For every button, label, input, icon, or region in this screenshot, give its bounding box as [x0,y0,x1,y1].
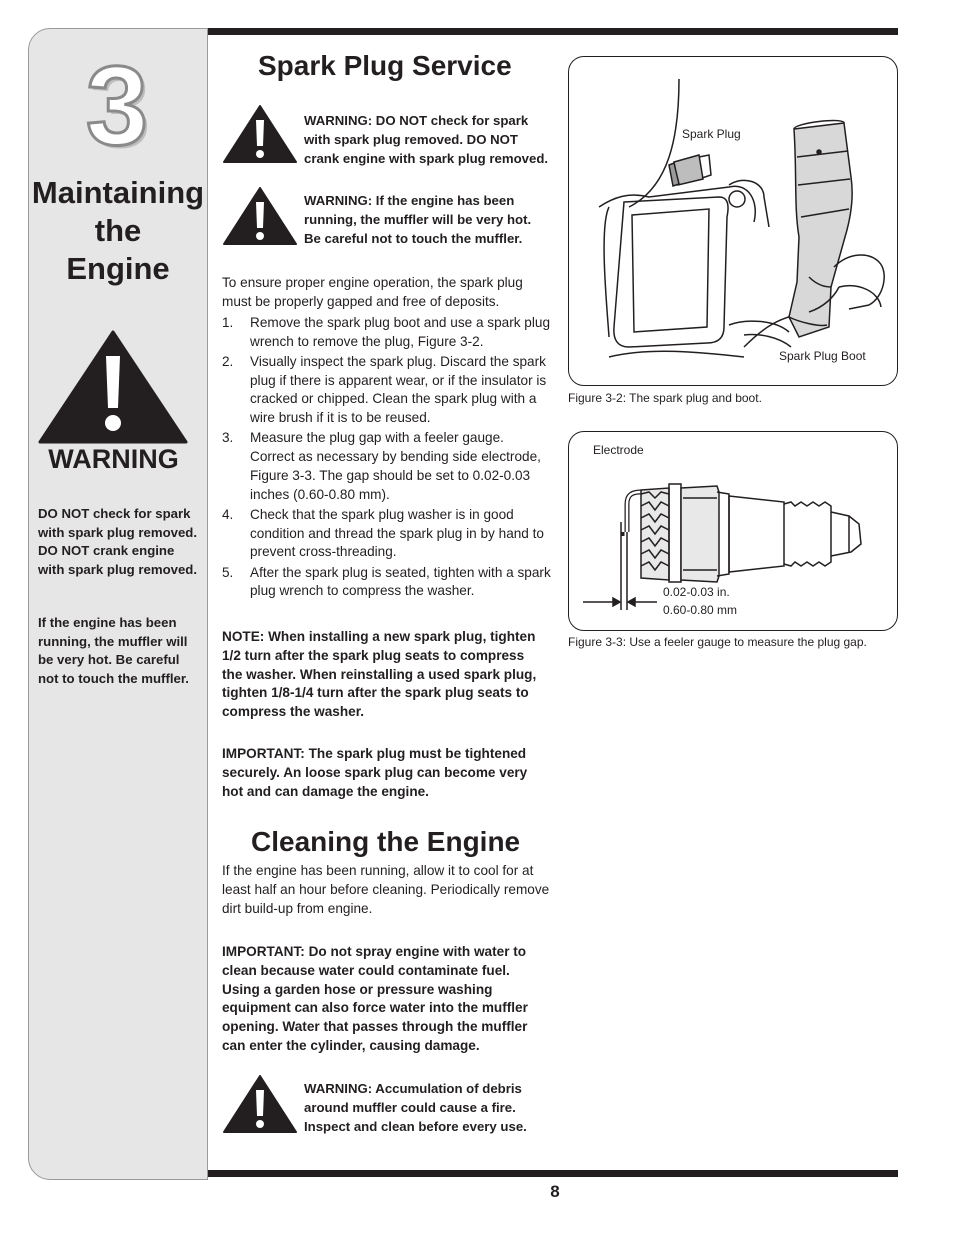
label-spark-plug-boot: Spark Plug Boot [779,349,866,363]
spark-plug-intro: To ensure proper engine operation, the spark plug must be properly gapped and free of deposits. [222,275,523,309]
bottom-rule [208,1170,898,1177]
step-text: Measure the plug gap with a feeler gauge. Correct as necessary by bending side electrode, Figure 3-3. The gap should be set to 0.02-0.03 inches (0.60-0.80 mm). [250,430,541,502]
sidebar-warning-label: WARNING [48,444,179,474]
warning-triangle-icon [38,330,188,444]
gap-millimeters: 0.60-0.80 mm [663,603,738,617]
sidebar-warning-note-1: DO NOT check for spark with spark plug removed. DO NOT crank engine with spark plug removed. [38,506,198,577]
step-number: 1. [222,315,234,330]
figure-plug-gap [568,431,898,631]
list-item [222,564,552,602]
step-text: After the spark plug is seated, tighten with a spark plug wrench to compress the washer. [250,564,551,599]
step-number: 3. [222,430,234,446]
chapter-title-line-2: the [94,213,142,248]
warning-triangle-icon [222,186,298,246]
top-rule [208,28,898,35]
note-tightening: NOTE: When installing a new spark plug, tighten 1/2 turn after the spark plug seats to compress the washer. When reinstalling a used spark plug, tighten 1/8-1/4 turn after the spark plug seats to compress the washer. [222,629,537,720]
section-heading-spark-plug: Spark Plug Service [258,50,512,81]
chapter-title-line-1: Maintaining [31,175,205,210]
warning-triangle-icon [222,104,298,164]
step-text: Remove the spark plug boot and use a spark plug wrench to remove the plug, Figure 3-2. [250,315,551,349]
warning-hot-muffler: WARNING: If the engine has been running, the muffler will be very hot. Be careful not to touch the muffler. [304,193,532,246]
spark-plug-steps [222,314,552,602]
figure-spark-plug-and-boot [568,56,898,386]
warning-spark-check: WARNING: DO NOT check for spark with spark plug removed. DO NOT crank engine with spark plug removed. [304,113,549,166]
cleaning-intro: If the engine has been running, allow it to cool for at least half an hour before cleaning. Periodically remove dirt build-up from engine. [222,863,550,916]
label-electrode: Electrode [593,443,644,457]
list-item [222,353,552,428]
chapter-title [28,174,208,288]
important-no-water: IMPORTANT: Do not spray engine with water to clean because water could contaminate fuel. Using a garden hose or pressure washing equipment can also force water into the muffler opening. Water that passes through the muffler can enter the cylinder, causing damage. [222,944,528,1053]
step-number: 5. [222,564,234,580]
label-spark-plug: Spark Plug [682,127,741,141]
warning-debris-fire: WARNING: Accumulation of debris around muffler could cause a fire. Inspect and clean before every use. [304,1081,527,1134]
step-text: Visually inspect the spark plug. Discard the spark plug if there is apparent wear, or if the insulator is cracked or chipped. Clean the spark plug with a wire brush if it is to be reused. [250,353,547,426]
list-item [222,506,552,562]
spark-plug-boot-illustration [569,57,898,386]
page-number: 8 [550,1182,560,1201]
list-item [222,429,552,504]
important-tightened: IMPORTANT: The spark plug must be tightened securely. An loose spark plug can become very hot and can damage the engine. [222,746,528,799]
warning-triangle-icon [222,1074,298,1134]
step-text: Check that the spark plug washer is in good condition and thread the spark plug in by hand to prevent cross-threading. [250,506,544,560]
figure-3-3-caption: Figure 3-3: Use a feeler gauge to measure the plug gap. [568,635,867,649]
step-number: 4. [222,506,234,522]
figure-3-2-caption: Figure 3-2: The spark plug and boot. [568,391,762,405]
chapter-number: 3 [85,43,149,168]
sidebar-warning-note-2: If the engine has been running, the muffler will be very hot. Be careful not to touch the muffler. [38,615,189,686]
list-item [222,314,552,352]
section-heading-cleaning: Cleaning the Engine [251,826,521,857]
gap-inches: 0.02-0.03 in. [663,585,730,599]
spark-plug-gap-illustration [569,432,898,631]
chapter-title-line-3: Engine [66,251,170,286]
step-number: 2. [222,353,234,369]
